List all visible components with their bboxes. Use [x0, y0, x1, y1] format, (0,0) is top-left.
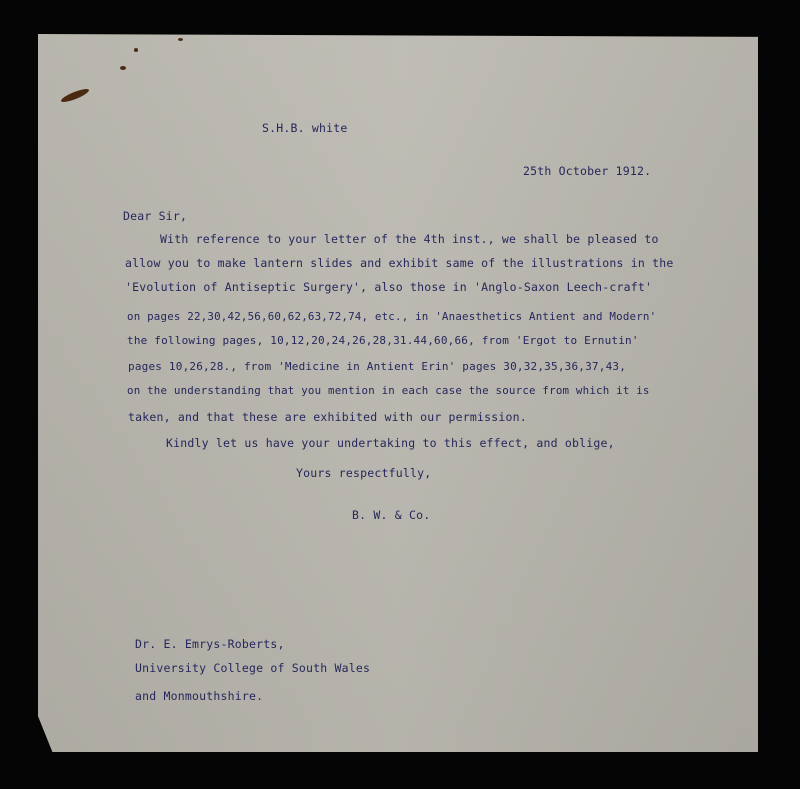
- body-line: allow you to make lantern slides and exhibit same of the illustrations in the: [125, 256, 674, 270]
- rust-speck: [120, 66, 126, 70]
- body-line: pages 10,26,28., from 'Medicine in Antient Erin' pages 30,32,35,36,37,43,: [128, 360, 627, 373]
- reference-line: S.H.B. white: [262, 121, 348, 135]
- address-line: Dr. E. Emrys-Roberts,: [135, 637, 285, 651]
- body-line: on pages 22,30,42,56,60,62,63,72,74, etc., in 'Anaesthetics Antient and Modern': [127, 310, 657, 323]
- body-line: taken, and that these are exhibited with our permission.: [128, 410, 527, 424]
- body-line: 'Evolution of Antiseptic Surgery', also those in 'Anglo-Saxon Leech-craft': [125, 280, 653, 294]
- rust-speck: [134, 48, 138, 52]
- letter-date: 25th October 1912.: [523, 164, 652, 178]
- signature: B. W. & Co.: [352, 508, 431, 522]
- address-line: and Monmouthshire.: [135, 689, 264, 703]
- rust-stain: [60, 87, 90, 105]
- body-line: the following pages, 10,12,20,24,26,28,31.44,60,66, from 'Ergot to Ernutin': [127, 334, 639, 347]
- salutation: Dear Sir,: [123, 209, 188, 223]
- body-line: With reference to your letter of the 4th inst., we shall be pleased to: [160, 232, 659, 246]
- body-line: Kindly let us have your undertaking to this effect, and oblige,: [166, 436, 615, 450]
- closing: Yours respectfully,: [296, 466, 432, 480]
- body-line: on the understanding that you mention in each case the source from which it is: [127, 384, 650, 397]
- address-line: University College of South Wales: [135, 661, 371, 675]
- rust-speck: [178, 38, 183, 41]
